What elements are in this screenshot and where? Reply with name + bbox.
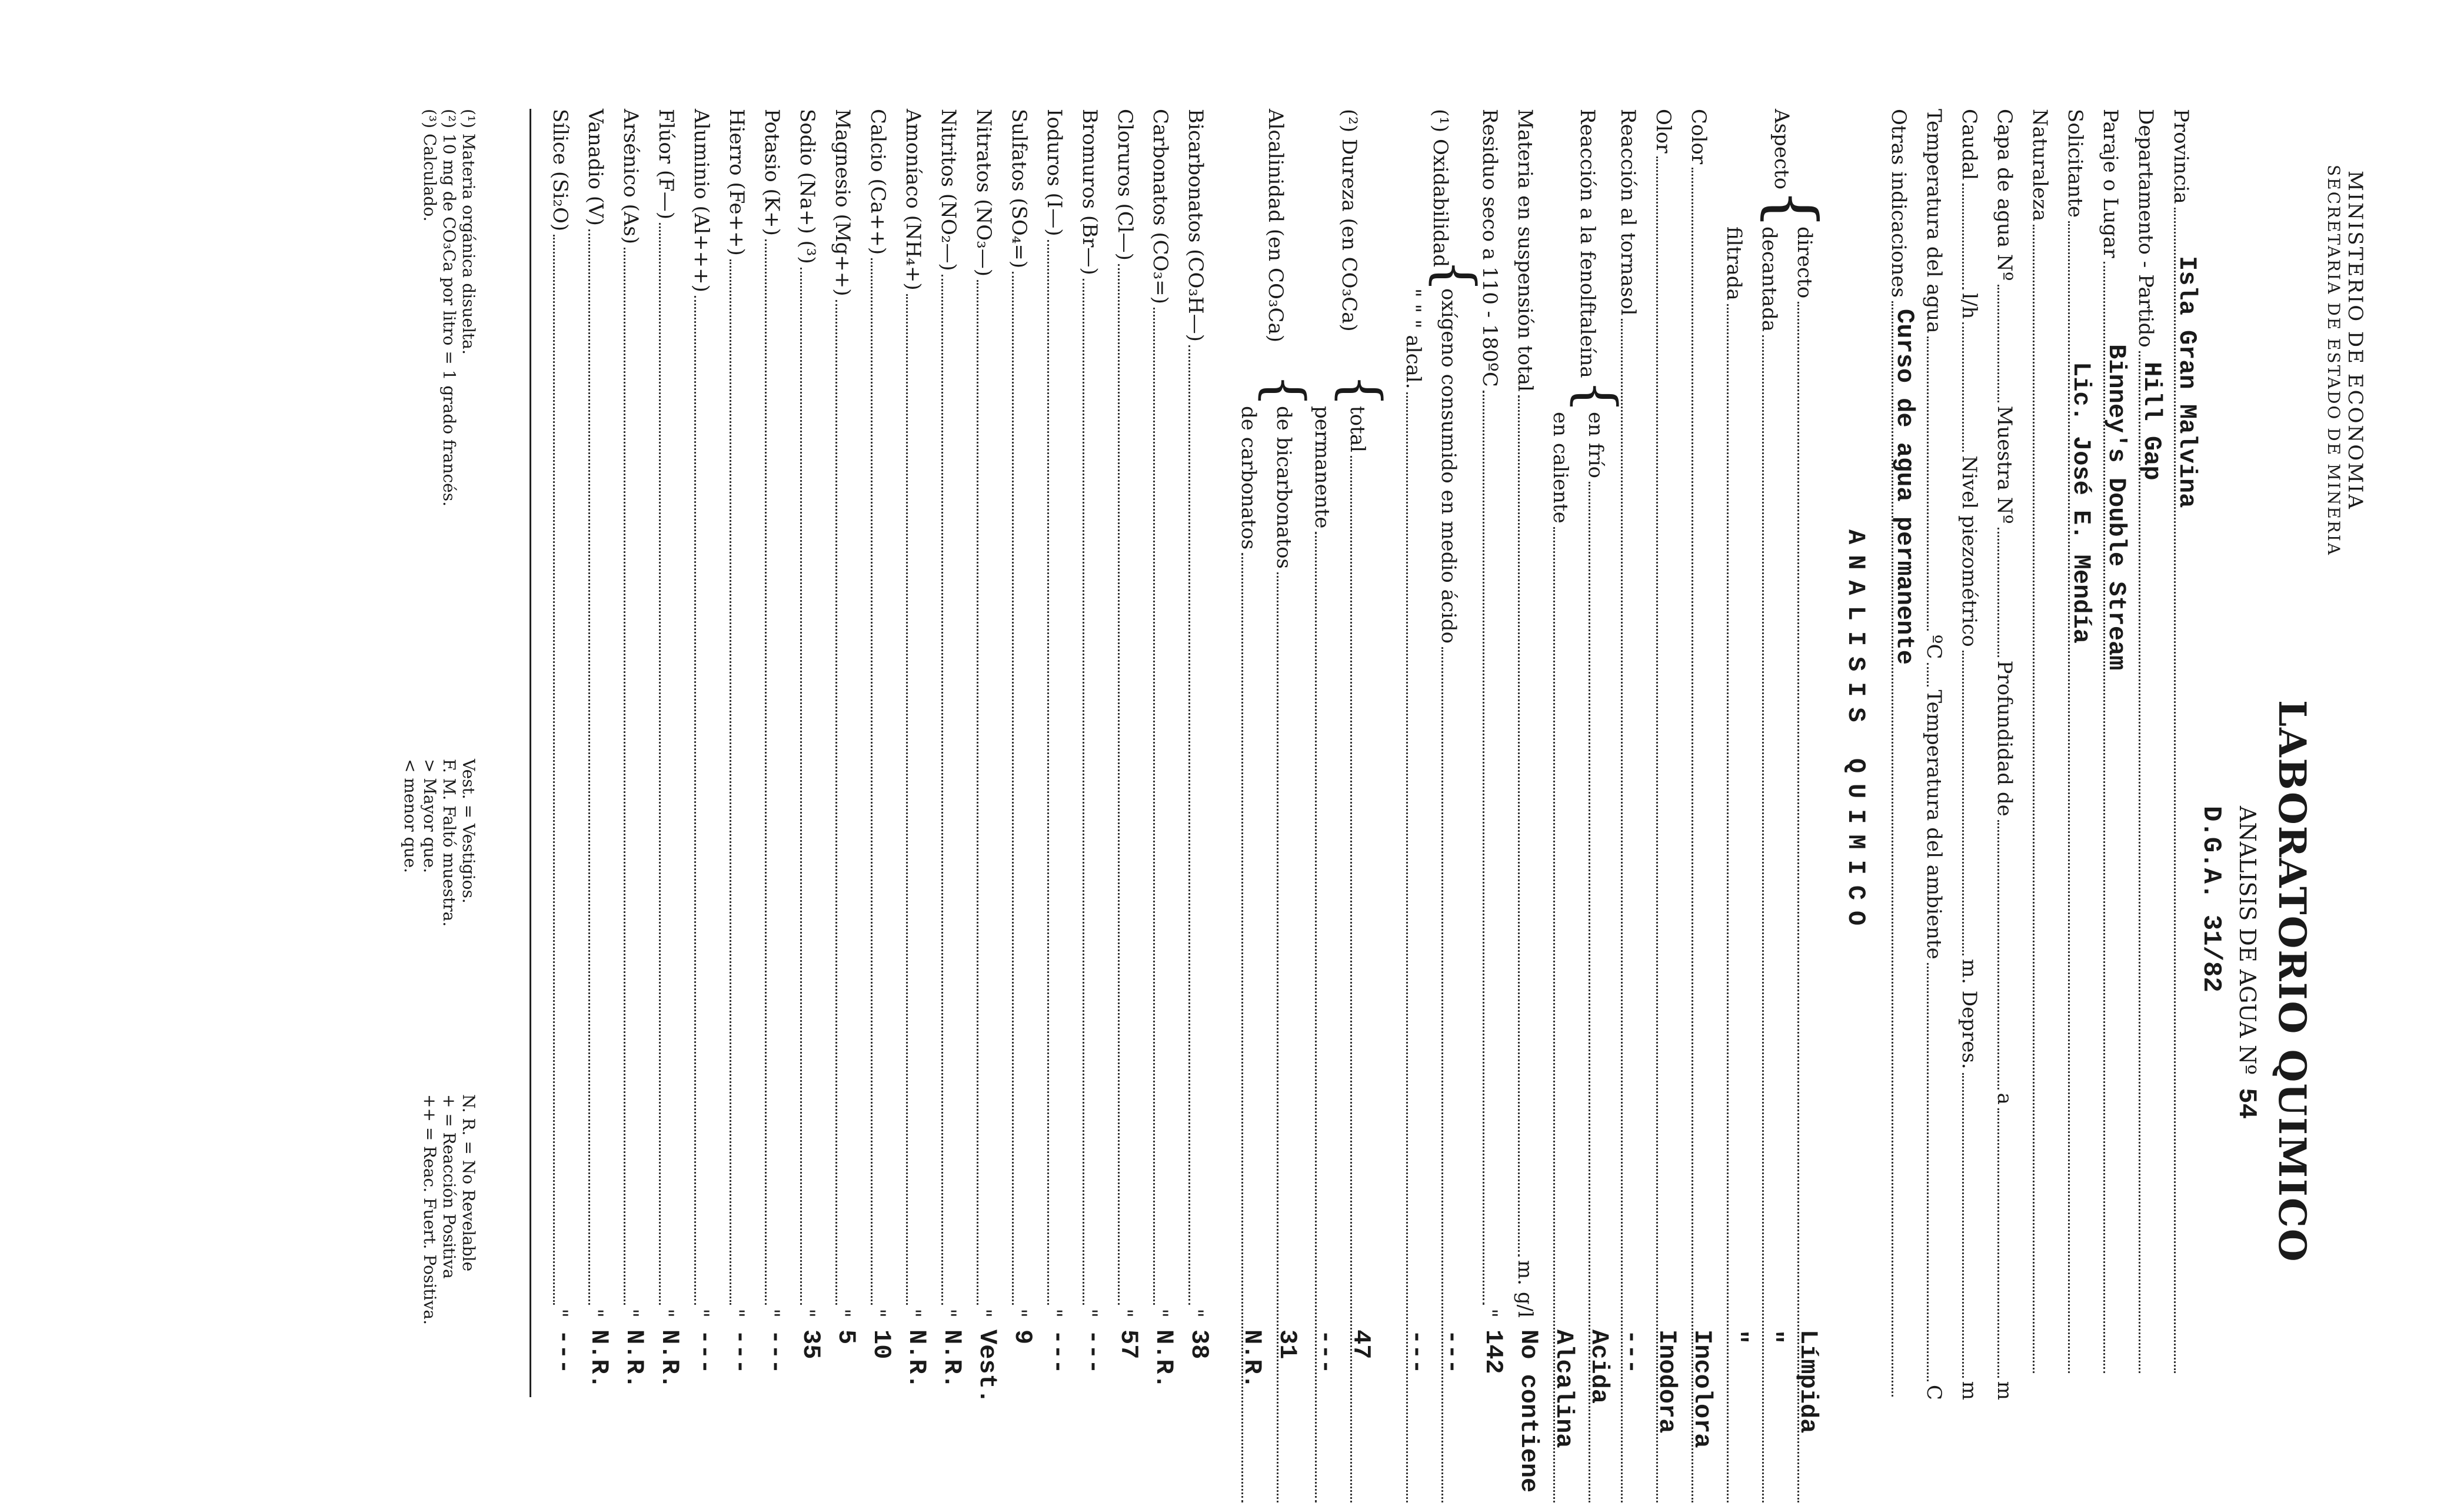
alcalinidad-carbonatos-label: de carbonatos xyxy=(1237,406,1260,550)
ion-label: Sulfatos (SO₄=) xyxy=(1007,109,1031,269)
ion-label: Nitritos (NO₂—) xyxy=(937,109,960,271)
analysis-number-row xyxy=(2232,806,2261,1119)
alcalinidad-bicarbonatos xyxy=(1272,406,1305,1506)
tornasol-label: Reacción al tornasol xyxy=(1616,109,1640,316)
ion-value: 35 xyxy=(797,1330,825,1360)
ion-value: N.R. xyxy=(585,1330,613,1389)
dots xyxy=(730,259,731,1305)
ion-row xyxy=(795,109,828,1506)
dots xyxy=(1997,285,1999,402)
dots xyxy=(1762,335,1764,1502)
dots xyxy=(1118,264,1120,1305)
ion-value: --- xyxy=(1044,1330,1072,1374)
directo-value: Límpida xyxy=(1794,1330,1822,1434)
ion-mark: " xyxy=(795,1308,819,1318)
frio-label: en frío xyxy=(1584,412,1607,479)
field-provincia xyxy=(2169,109,2202,1377)
ion-row xyxy=(690,109,722,1506)
ion-label: Bromuros (Br—) xyxy=(1078,109,1101,275)
abbreviation: < menor que. xyxy=(401,759,420,874)
caudal-label: Caudal xyxy=(1957,109,1981,181)
ion-row xyxy=(725,109,758,1506)
departamento-value: Hill Gap xyxy=(2137,362,2166,481)
ion-row xyxy=(654,109,687,1506)
ion-mark: " xyxy=(1078,1308,1101,1318)
paraje-value: Binney's Double Stream xyxy=(2102,344,2130,671)
dots xyxy=(1483,391,1484,1305)
ion-mark: " xyxy=(584,1308,607,1318)
dots xyxy=(1727,304,1729,1502)
directo-label: directo xyxy=(1793,226,1816,299)
ion-row xyxy=(619,109,652,1506)
dots xyxy=(1797,302,1799,1502)
dureza-brace: { xyxy=(1330,374,1392,408)
footnote: (³) Calculado. xyxy=(420,109,439,222)
dureza-total-value: 47 xyxy=(1347,1330,1375,1360)
ion-row xyxy=(866,109,899,1506)
m-label: m xyxy=(1993,1381,2016,1400)
dureza-permanente-value: --- xyxy=(1311,1330,1340,1374)
ion-value: 5 xyxy=(832,1330,860,1345)
oxidabilidad-acido xyxy=(1437,288,1470,1506)
dots xyxy=(1621,319,1623,1502)
dots xyxy=(1927,963,1929,1381)
dots xyxy=(1153,308,1155,1305)
oxidabilidad-acido-label: oxígeno consumido en medio ácido xyxy=(1437,288,1460,644)
row-residuo xyxy=(1478,109,1511,1506)
ion-mark: " xyxy=(972,1308,995,1318)
naturaleza-label: Naturaleza xyxy=(2028,109,2052,222)
fenolftaleina-label: Reacción a la fenolftaleína xyxy=(1576,109,1599,378)
dureza-permanente-label: permanente xyxy=(1310,406,1334,529)
suspension-label: Materia en suspensión total xyxy=(1513,109,1537,392)
dots xyxy=(1962,1073,1964,1378)
ion-value: N.R. xyxy=(620,1330,648,1389)
ion-label: Sílice (Si₂O) xyxy=(548,109,572,232)
code: + = Reacción Positiva xyxy=(439,1094,459,1279)
ion-value: --- xyxy=(726,1330,754,1374)
oxidabilidad-brace: { xyxy=(1424,259,1486,293)
provincia-value: Isla Gran Malvina xyxy=(2173,256,2201,508)
ion-mark: " xyxy=(619,1308,642,1318)
row-suspension xyxy=(1513,109,1546,1506)
dots xyxy=(871,258,873,1305)
ion-label: Flúor (F—) xyxy=(654,109,678,220)
ion-value: 10 xyxy=(867,1330,895,1360)
ion-label: Vanadio (V) xyxy=(584,109,607,226)
ion-mark: " xyxy=(725,1308,748,1318)
oxidabilidad-alcal-value: --- xyxy=(1403,1330,1431,1374)
alcalinidad-bicarbonatos-label: de bicarbonatos xyxy=(1272,406,1296,569)
dots xyxy=(977,280,978,1305)
ion-value: N.R. xyxy=(903,1330,931,1389)
dots xyxy=(553,235,555,1305)
alcalinidad-bicarbonatos-value: 31 xyxy=(1273,1330,1301,1360)
dots xyxy=(1927,336,1929,631)
alcalinidad-brace: { xyxy=(1254,374,1316,408)
ion-label: Arsénico (As) xyxy=(619,109,642,244)
ion-mark: " xyxy=(690,1308,713,1318)
dots xyxy=(1083,279,1084,1305)
filtrada-label: filtrada xyxy=(1722,226,1746,301)
ion-mark: " xyxy=(831,1308,854,1318)
field-capa xyxy=(1993,109,2026,1400)
ion-value: N.R. xyxy=(938,1330,966,1389)
ion-label: Cloruros (Cl—) xyxy=(1113,109,1137,261)
field-paraje xyxy=(2099,109,2132,1377)
ion-value: --- xyxy=(761,1330,790,1374)
ion-mark: " xyxy=(760,1308,784,1318)
fenolftaleina-frio xyxy=(1584,412,1617,1506)
decantada-label: decantada xyxy=(1757,226,1781,332)
caliente-label: en caliente xyxy=(1549,412,1572,524)
dots xyxy=(1012,272,1014,1305)
oxidabilidad-alcal-label: " " " alcal. xyxy=(1401,288,1425,389)
olor-label: Olor xyxy=(1651,109,1675,154)
abbreviation: F. M. Faltó muestra. xyxy=(439,759,459,927)
code: N. R. = No Revelable xyxy=(459,1094,478,1272)
dots xyxy=(1997,820,1999,1089)
a-label: a xyxy=(1993,1092,2016,1105)
ion-label: Amoníaco (NH₄+) xyxy=(901,109,925,291)
frio-value: Acida xyxy=(1585,1330,1613,1404)
field-solicitante xyxy=(2063,109,2096,1377)
ion-label: Sodio (Na+) (³) xyxy=(795,109,819,264)
ion-row xyxy=(548,109,581,1506)
fenolftaleina-caliente xyxy=(1549,412,1581,1506)
caudal-unit: l/h xyxy=(1957,293,1981,319)
ion-value: N.R. xyxy=(1150,1330,1178,1389)
dots xyxy=(1962,322,1964,452)
ion-mark: " xyxy=(1184,1308,1207,1318)
alcalinidad-carbonatos-value: N.R. xyxy=(1238,1330,1266,1389)
oxidabilidad-acido-value: --- xyxy=(1438,1330,1466,1374)
ion-row xyxy=(1148,109,1181,1506)
ion-value: 38 xyxy=(1185,1330,1213,1360)
ion-value: --- xyxy=(1079,1330,1107,1374)
abbreviation: Vest. = Vestigios. xyxy=(459,759,478,904)
dots xyxy=(1997,1108,1999,1378)
dots xyxy=(694,296,696,1305)
solicitante-label: Solicitante xyxy=(2063,109,2087,218)
otras-value: Curso de agua permanente xyxy=(1890,309,1919,665)
dga-reference: D.G.A. 31/82 xyxy=(2196,806,2226,992)
abbreviations xyxy=(401,759,478,927)
solicitante-value: Lic. José E. Mendía xyxy=(2067,362,2095,644)
secretaria-name: SECRETARIA DE ESTADO DE MINERIA xyxy=(2324,165,2343,557)
ion-label: Magnesio (Mg++) xyxy=(831,109,854,296)
fenolftaleina-brace: { xyxy=(1566,379,1627,414)
ion-mark: " xyxy=(1148,1308,1172,1318)
dots xyxy=(1927,663,1929,687)
dureza-total-label: total xyxy=(1346,406,1369,452)
ion-row xyxy=(972,109,1005,1506)
ion-label: Nitratos (NO₃—) xyxy=(972,109,995,276)
alcalinidad-carbonatos xyxy=(1237,406,1270,1506)
ion-label: Potasio (K+) xyxy=(760,109,784,236)
dots xyxy=(1188,345,1190,1305)
ion-value: N.R. xyxy=(655,1330,684,1389)
dots xyxy=(941,275,943,1305)
temperatura-unit: ºC xyxy=(1922,634,1946,659)
page-title: LABORATORIO QUIMICO xyxy=(2270,700,2314,1263)
row-color xyxy=(1687,109,1720,1506)
field-departamento xyxy=(2134,109,2167,1377)
ion-value: Vest. xyxy=(973,1330,1001,1404)
dots xyxy=(624,248,625,1305)
code: ++ = Reac. Fuert. Positiva. xyxy=(420,1094,439,1325)
residuo-value: 142 xyxy=(1479,1330,1507,1374)
ion-row xyxy=(901,109,934,1506)
dots xyxy=(659,223,661,1305)
dots xyxy=(1691,168,1693,1502)
paraje-label: Paraje o Lugar xyxy=(2099,109,2122,258)
muestra-label: Muestra Nº xyxy=(1993,405,2016,524)
dureza-permanente xyxy=(1310,406,1343,1506)
dots xyxy=(835,300,837,1305)
ion-mark: " xyxy=(1113,1308,1137,1318)
ion-label: Bicarbonatos (CO₃H—) xyxy=(1184,109,1207,342)
ion-mark: " xyxy=(1043,1308,1066,1318)
row-tornasol xyxy=(1616,109,1649,1506)
capa-label: Capa de agua Nº xyxy=(1993,109,2016,281)
abbreviation: > Mayor que. xyxy=(420,759,439,874)
ion-row xyxy=(1043,109,1075,1506)
dots xyxy=(1656,156,1658,1502)
ion-row xyxy=(1184,109,1217,1506)
field-caudal xyxy=(1957,109,1990,1400)
otras-label: Otras indicaciones xyxy=(1887,109,1910,298)
ambiente-label: Temperatura del ambiente xyxy=(1922,689,1946,959)
footnote: (¹) Materia orgánica disuelta. xyxy=(459,109,478,355)
m-label: m xyxy=(1957,1381,1981,1401)
aspecto-decantada xyxy=(1757,226,1790,1506)
dots xyxy=(588,229,590,1305)
dots xyxy=(1047,240,1049,1305)
filtrada-value: " xyxy=(1723,1330,1752,1345)
ion-row xyxy=(1113,109,1146,1506)
ion-label: Aluminio (Al+++) xyxy=(690,109,713,292)
profundidad-label: Profundidad de xyxy=(1993,660,2016,817)
oxidabilidad-alcal xyxy=(1401,288,1434,1506)
residuo-label: Residuo seco a 110 - 180ºC xyxy=(1478,109,1501,387)
suspension-unit: m. g/l xyxy=(1513,1260,1537,1318)
aspecto-directo xyxy=(1793,226,1826,1506)
dots xyxy=(2033,225,2035,1373)
ion-label: Calcio (Ca++) xyxy=(866,109,890,255)
ion-mark: " xyxy=(901,1308,925,1318)
ion-label: Ioduros (I—) xyxy=(1043,109,1066,236)
dots xyxy=(1962,651,1964,955)
field-temperatura xyxy=(1922,109,1955,1400)
ion-mark: " xyxy=(866,1308,890,1318)
dots xyxy=(1518,395,1520,1257)
nivel-label: Nivel piezométrico xyxy=(1957,455,1981,647)
ion-row xyxy=(1078,109,1111,1506)
ion-row xyxy=(937,109,970,1506)
ion-mark: " xyxy=(548,1308,572,1318)
ion-row xyxy=(1007,109,1040,1506)
suspension-value: No contiene xyxy=(1514,1330,1543,1493)
footnotes xyxy=(420,109,478,507)
ion-row xyxy=(584,109,617,1506)
footnote: (²) 10 mg de CO₃Ca por litro = 1 grado francés. xyxy=(439,109,459,507)
ion-row xyxy=(760,109,793,1506)
residuo-mark: " xyxy=(1478,1308,1501,1318)
analysis-label: ANALISIS DE AGUA Nº xyxy=(2235,806,2260,1075)
row-olor xyxy=(1651,109,1684,1506)
aspecto-filtrada xyxy=(1722,226,1755,1506)
dots xyxy=(765,239,767,1305)
codes xyxy=(420,1094,478,1325)
decantada-value: " xyxy=(1759,1330,1787,1345)
dots xyxy=(2139,351,2140,1373)
alcalinidad-label: Alcalinidad (en CO₃Ca) xyxy=(1264,109,1287,343)
dots xyxy=(1997,528,1999,657)
field-otras xyxy=(1887,109,1920,1400)
section-title: ANALISIS QUIMICO xyxy=(1842,529,1870,937)
aspecto-brace: { xyxy=(1756,188,1831,229)
temperatura-label: Temperatura del agua xyxy=(1922,109,1946,334)
divider xyxy=(530,109,531,1397)
dots xyxy=(1962,184,1964,289)
ion-mark: " xyxy=(654,1308,678,1318)
ion-label: Carbonatos (CO₃=) xyxy=(1148,109,1172,304)
aspecto-label: Aspecto xyxy=(1770,109,1793,190)
ion-label: Hierro (Fe++) xyxy=(725,109,748,256)
olor-value: Inodora xyxy=(1653,1330,1681,1434)
ion-value: 57 xyxy=(1114,1330,1143,1360)
tornasol-value: --- xyxy=(1617,1330,1646,1374)
dureza-total xyxy=(1346,406,1378,1506)
ion-value: --- xyxy=(550,1330,578,1374)
provincia-label: Provincia xyxy=(2169,109,2193,204)
ion-mark: " xyxy=(937,1308,960,1318)
caliente-value: Alcalina xyxy=(1550,1330,1578,1448)
departamento-label: Departamento - Partido xyxy=(2134,109,2157,348)
depres-label: m. Depres. xyxy=(1957,958,1981,1069)
ion-mark: " xyxy=(1007,1308,1031,1318)
oxidabilidad-label: (¹) Oxidabilidad xyxy=(1429,109,1452,268)
color-value: Incolora xyxy=(1688,1330,1716,1448)
field-naturaleza xyxy=(2028,109,2061,1377)
dots xyxy=(800,268,802,1305)
dureza-label: (²) Dureza (en CO₃Ca) xyxy=(1337,109,1361,332)
ion-value: 9 xyxy=(1008,1330,1037,1345)
color-label: Color xyxy=(1687,109,1710,165)
dots xyxy=(906,294,908,1305)
analysis-number: 54 xyxy=(2232,1088,2261,1119)
c-label: C xyxy=(1922,1384,1946,1400)
ion-value: --- xyxy=(691,1330,719,1374)
ion-row xyxy=(831,109,864,1506)
ministry-name: MINISTERIO DE ECONOMIA xyxy=(2343,171,2367,511)
